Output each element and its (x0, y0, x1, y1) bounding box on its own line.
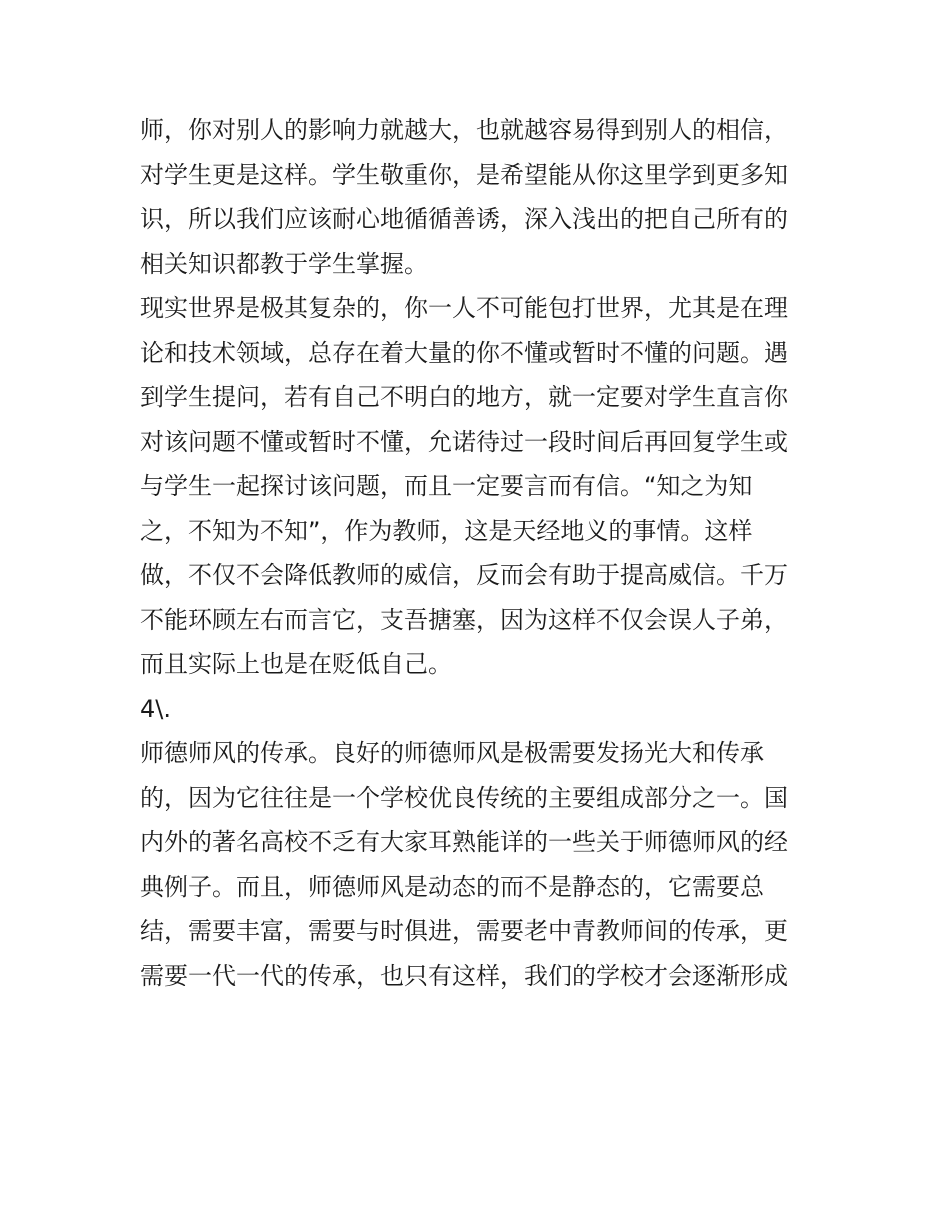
text-line: 现实世界是极其复杂的，你一人不可能包打世界，尤其是在理 (140, 294, 788, 322)
text-line: 到学生提问，若有自己不明白的地方，就一定要对学生直言你 (140, 383, 788, 411)
text-line: 而且实际上也是在贬低自己。 (140, 650, 452, 678)
text-line: 做，不仅不会降低教师的威信，反而会有助于提高威信。千万 (140, 561, 788, 589)
text-line: 相关知识都教于学生掌握。 (140, 249, 428, 278)
text-line: 内外的著名高校不乏有大家耳熟能详的一些关于师德师风的经 (140, 828, 788, 856)
text-line: 师德师风的传承。良好的师德师风是极需要发扬光大和传承 (140, 739, 764, 767)
text-line: 不能环顾左右而言它，支吾搪塞，因为这样不仅会误人子弟， (140, 605, 788, 634)
text-line: 论和技术领域，总存在着大量的你不懂或暂时不懂的问题。遇 (140, 338, 788, 367)
text-line: 与学生一起探讨该问题，而且一定要言而有信。“知之为知 (140, 472, 753, 500)
section-number: 4\. (140, 694, 171, 723)
text-line: 需要一代一代的传承，也只有这样，我们的学校才会逐渐形成 (140, 961, 788, 990)
text-line: 识，所以我们应该耐心地循循善诱，深入浅出的把自己所有的 (140, 205, 788, 233)
text-line: 之，不知为不知”，作为教师，这是天经地义的事情。这样 (140, 516, 753, 545)
text-line: 师，你对别人的影响力就越大，也就越容易得到别人的相信， (140, 116, 788, 144)
text-line: 对该问题不懂或暂时不懂，允诺待过一段时间后再回复学生或 (140, 427, 788, 456)
document-body (140, 108, 820, 998)
text-line: 的，因为它往往是一个学校优良传统的主要组成部分之一。国 (140, 783, 788, 812)
text-line: 对学生更是这样。学生敬重你，是希望能从你这里学到更多知 (140, 160, 788, 189)
text-line: 典例子。而且，师德师风是动态的而不是静态的，它需要总 (140, 872, 764, 901)
text-line: 结，需要丰富，需要与时俱进，需要老中青教师间的传承，更 (140, 917, 788, 945)
